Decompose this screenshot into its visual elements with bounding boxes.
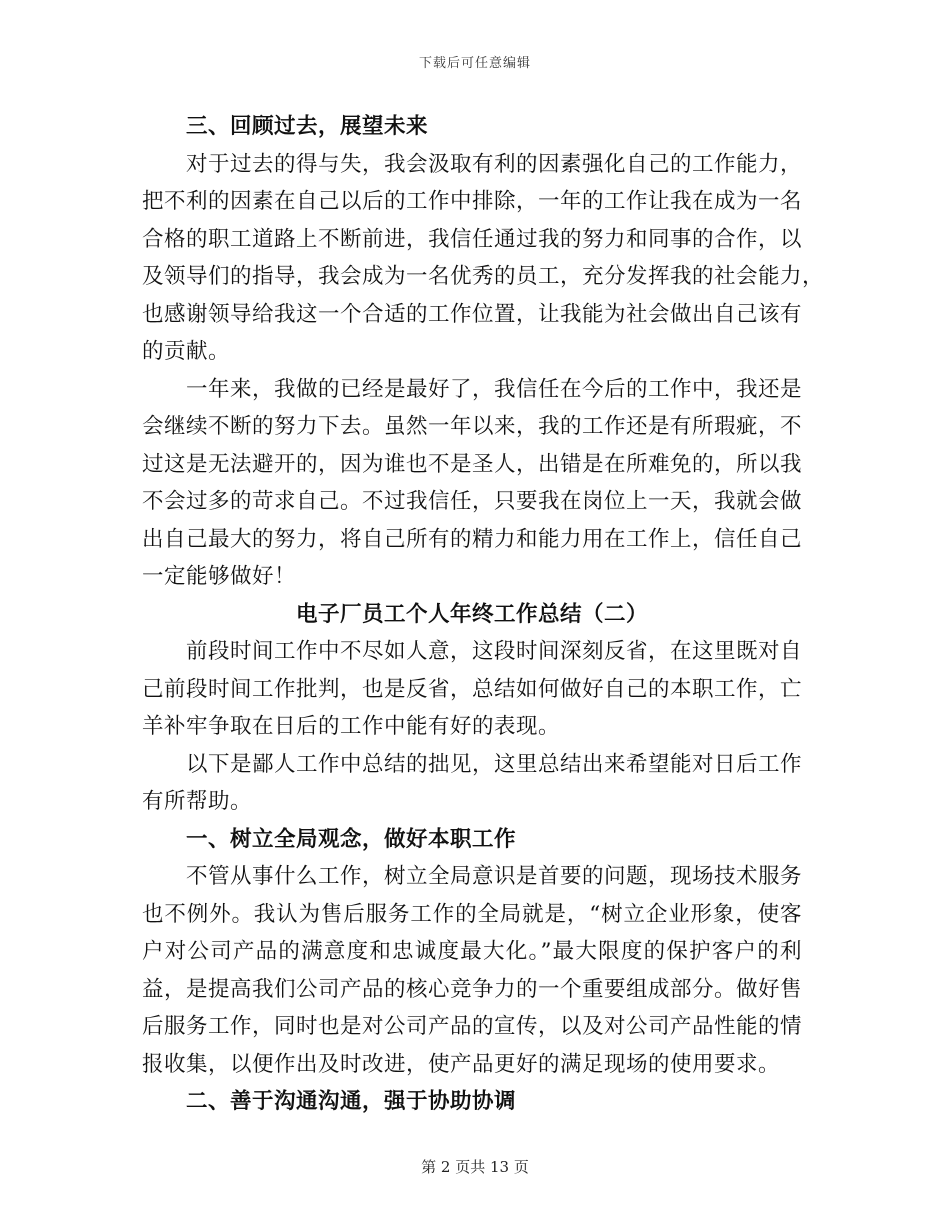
paragraph-line: 后服务工作，同时也是对公司产品的宣传，以及对公司产品性能的情 <box>142 1014 803 1039</box>
paragraph-last-line: 的贡献。 <box>142 339 231 364</box>
paragraph-line: 也不例外。我认为售后服务工作的全局就是，“树立企业形象，使客 <box>142 901 802 927</box>
paragraph-last-line: 羊补牢争取在日后的工作中能有好的表现。 <box>142 714 561 739</box>
paragraph-first-line: 一年来，我做的已经是最好了，我信任在今后的工作中，我还是 <box>186 376 803 402</box>
paragraph-line: 过这是无法避开的，因为谁也不是圣人，出错是在所难免的，所以我 <box>142 451 803 477</box>
paragraph-line: 及领导们的指导，我会成为一名优秀的员工，充分发挥我的社会能力， <box>142 264 825 289</box>
paragraph-last-line: 有所帮助。 <box>142 789 253 814</box>
page-number: 第 2 页共 13 页 <box>421 1158 529 1176</box>
paragraph-line: 出自己最大的努力，将自己所有的精力和能力用在工作上，信任自己 <box>142 526 803 552</box>
document-title: 电子厂员工个人年终工作总结（二） <box>295 601 648 627</box>
paragraph-line: 不会过多的苛求自己。不过我信任，只要我在岗位上一天，我就会做 <box>142 489 803 514</box>
paragraph-first-line: 不管从事什么工作，树立全局意识是首要的问题，现场技术服务 <box>186 864 803 889</box>
paragraph-first-line: 以下是鄙人工作中总结的拙见，这里总结出来希望能对日后工作 <box>186 751 803 777</box>
section-heading: 三、回顾过去，展望未来 <box>186 114 429 139</box>
paragraph-line: 会继续不断的努力下去。虽然一年以来，我的工作还是有所瑕疵，不 <box>142 414 803 439</box>
paragraph-first-line: 对于过去的得与失，我会汲取有利的因素强化自己的工作能力， <box>186 151 803 177</box>
page-header-note: 下载后可任意编辑 <box>418 56 531 71</box>
section-heading: 二、善于沟通沟通，强于协助协调 <box>186 1089 517 1114</box>
paragraph-first-line: 前段时间工作中不尽如人意，这段时间深刻反省，在这里既对自 <box>186 639 803 664</box>
paragraph-line: 把不利的因素在自己以后的工作中排除，一年的工作让我在成为一名 <box>142 189 803 214</box>
paragraph-line: 户对公司产品的满意度和忠诚度最大化。”最大限度的保护客户的利 <box>142 939 802 964</box>
paragraph-line: 益，是提高我们公司产品的核心竞争力的一个重要组成部分。做好售 <box>142 976 803 1002</box>
section-heading: 一、树立全局观念，做好本职工作 <box>186 826 517 852</box>
document-body <box>142 108 825 1121</box>
paragraph-line: 也感谢领导给我这一个合适的工作位置，让我能为社会做出自己该有 <box>142 301 803 327</box>
paragraph-last-line: 一定能够做好！ <box>142 564 297 589</box>
paragraph-line: 己前段时间工作批判，也是反省，总结如何做好自己的本职工作，亡 <box>142 676 803 702</box>
paragraph-line: 合格的职工道路上不断前进，我信任通过我的努力和同事的合作，以 <box>142 226 803 252</box>
paragraph-last-line: 报收集，以便作出及时改进，使产品更好的满足现场的使用要求。 <box>142 1051 781 1077</box>
